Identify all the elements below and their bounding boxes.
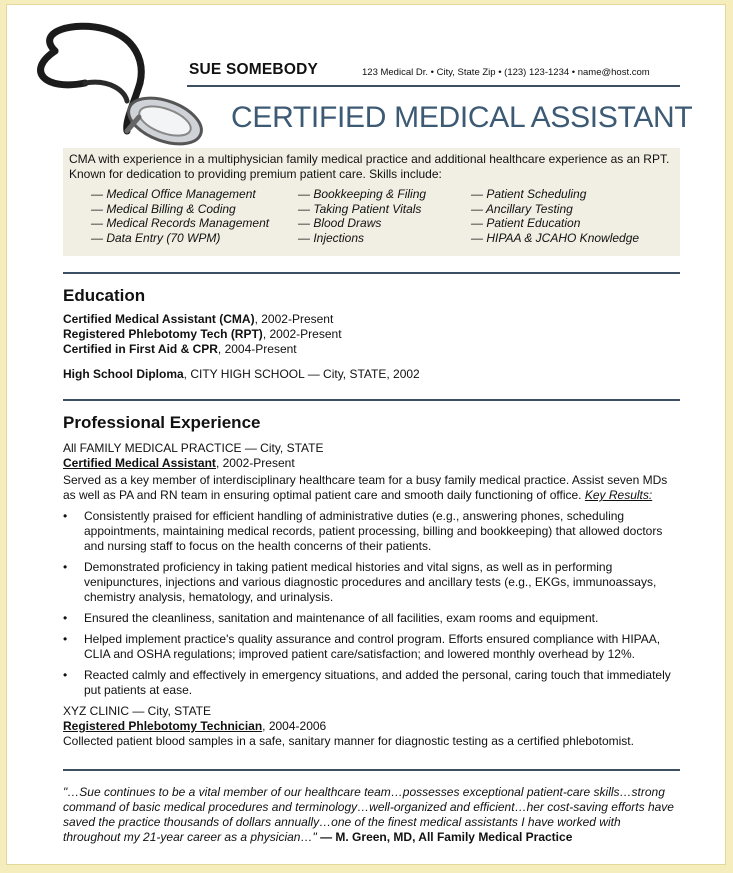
testimonial: [63, 785, 679, 845]
skill-item: — Ancillary Testing: [471, 201, 573, 216]
job-role: Certified Medical Assistant: [63, 456, 216, 470]
employer: XYZ CLINIC — City, STATE: [63, 704, 212, 718]
job-description: Collected patient blood samples in a safe, sanitary manner for diagnostic testing as a certified phlebotomist.: [63, 734, 634, 748]
summary-line-2: Known for dedication to providing premium patient care. Skills include:: [69, 167, 442, 181]
skill-item: — Data Entry (70 WPM): [91, 230, 221, 245]
credential-detail: , 2002-Present: [262, 327, 342, 341]
education-list: [63, 312, 679, 357]
skill-item: — Blood Draws: [298, 216, 382, 231]
resume-title: CERTIFIED MEDICAL ASSISTANT: [231, 101, 693, 134]
education-item: [63, 342, 679, 357]
section-divider: [63, 399, 680, 401]
credential-detail: , 2002-Present: [254, 312, 334, 326]
job-dates: , 2002-Present: [215, 456, 295, 470]
list-item: • Reacted calmly and effectively in emergency situations, and added the personal, caring touch that immediately put patients at ease.: [63, 668, 679, 698]
job-1: [63, 441, 679, 704]
diploma-detail: , CITY HIGH SCHOOL — City, STATE, 2002: [183, 367, 420, 381]
key-results-label: Key Results:: [584, 488, 653, 502]
key-results-list: [63, 509, 679, 698]
resume-page: [6, 4, 726, 865]
skill-item: — Injections: [298, 230, 365, 245]
skills-list: [91, 187, 681, 245]
credential: Certified Medical Assistant (CMA): [63, 312, 255, 326]
credential-detail: , 2004-Present: [217, 342, 297, 356]
contact-info: 123 Medical Dr. • City, State Zip • (123) 123-1234 • name@host.com: [362, 67, 650, 78]
list-item: • Demonstrated proficiency in taking patient medical histories and vital signs, as well as in performing venipunctures, injections and various diagnostic procedures and ancillary tests (e.g., EKGs, immunoassays, chemistry analysis, hematology, and urinalysis.: [63, 560, 679, 605]
header-rule: [187, 85, 680, 87]
skill-item: — Medical Billing & Coding: [91, 201, 236, 216]
skill-item: — Medical Records Management: [91, 216, 270, 231]
education-item: [63, 312, 679, 327]
candidate-name: SUE SOMEBODY: [189, 61, 319, 78]
testimonial-attribution: — M. Green, MD, All Family Medical Practice: [320, 830, 573, 844]
employer: All FAMILY MEDICAL PRACTICE — City, STATE: [63, 441, 324, 455]
summary-section: [63, 148, 680, 256]
job-role: Registered Phlebotomy Technician: [63, 719, 263, 733]
diploma: [63, 367, 679, 382]
section-divider: [63, 769, 680, 771]
skill-item: — Taking Patient Vitals: [298, 201, 422, 216]
skill-item: — Medical Office Management: [91, 187, 256, 201]
education-heading: Education: [63, 286, 146, 305]
job-description: Served as a key member of interdisciplinary healthcare team for a busy family medical practice. Assist seven MDs as well as PA and RN team in ensuring optimal patient care and smooth daily functioning of office.: [63, 473, 668, 502]
skill-item: — Bookkeeping & Filing: [298, 187, 427, 201]
stethoscope-icon: [15, 21, 215, 151]
skill-item: — Patient Education: [471, 216, 581, 231]
list-item: • Ensured the cleanliness, sanitation and maintenance of all facilities, exam rooms and equipment.: [63, 611, 679, 626]
experience-heading: Professional Experience: [63, 413, 261, 432]
skill-item: — HIPAA & JCAHO Knowledge: [471, 230, 640, 245]
section-divider: [63, 272, 680, 274]
summary-line-1: CMA with experience in a multiphysician family medical practice and additional healthcare experience as an RPT.: [69, 152, 670, 166]
job-dates: , 2004-2006: [262, 719, 327, 733]
list-item: • Helped implement practice's quality assurance and control program. Efforts ensured compliance with HIPAA, CLIA and OSHA regulations; improved patient care/satisfaction; and lowered monthly overhead by 12%.: [63, 632, 679, 662]
testimonial-text: "…Sue continues to be a vital member of our healthcare team…possesses exceptional patient-care skills…strong command of basic medical procedures and terminology…well-organized and efficient…her cost-saving efforts have saved the practice thousands of dollars annually…one of the finest medical assistants I have worked with throughout my 21-year career as a physician…": [63, 785, 674, 844]
diploma-credential: High School Diploma: [63, 367, 184, 381]
credential: Registered Phlebotomy Tech (RPT): [63, 327, 263, 341]
job-2: [63, 704, 679, 749]
list-item: • Consistently praised for efficient handling of administrative duties (e.g., answering phones, scheduling appointments, maintaining medical records, patient processing, billing and bookkeeping) that allowed doctors and nursing staff to focus on the health concerns of their patients.: [63, 509, 679, 554]
credential: Certified in First Aid & CPR: [63, 342, 218, 356]
skill-item: — Patient Scheduling: [471, 187, 587, 201]
education-item: [63, 327, 679, 342]
